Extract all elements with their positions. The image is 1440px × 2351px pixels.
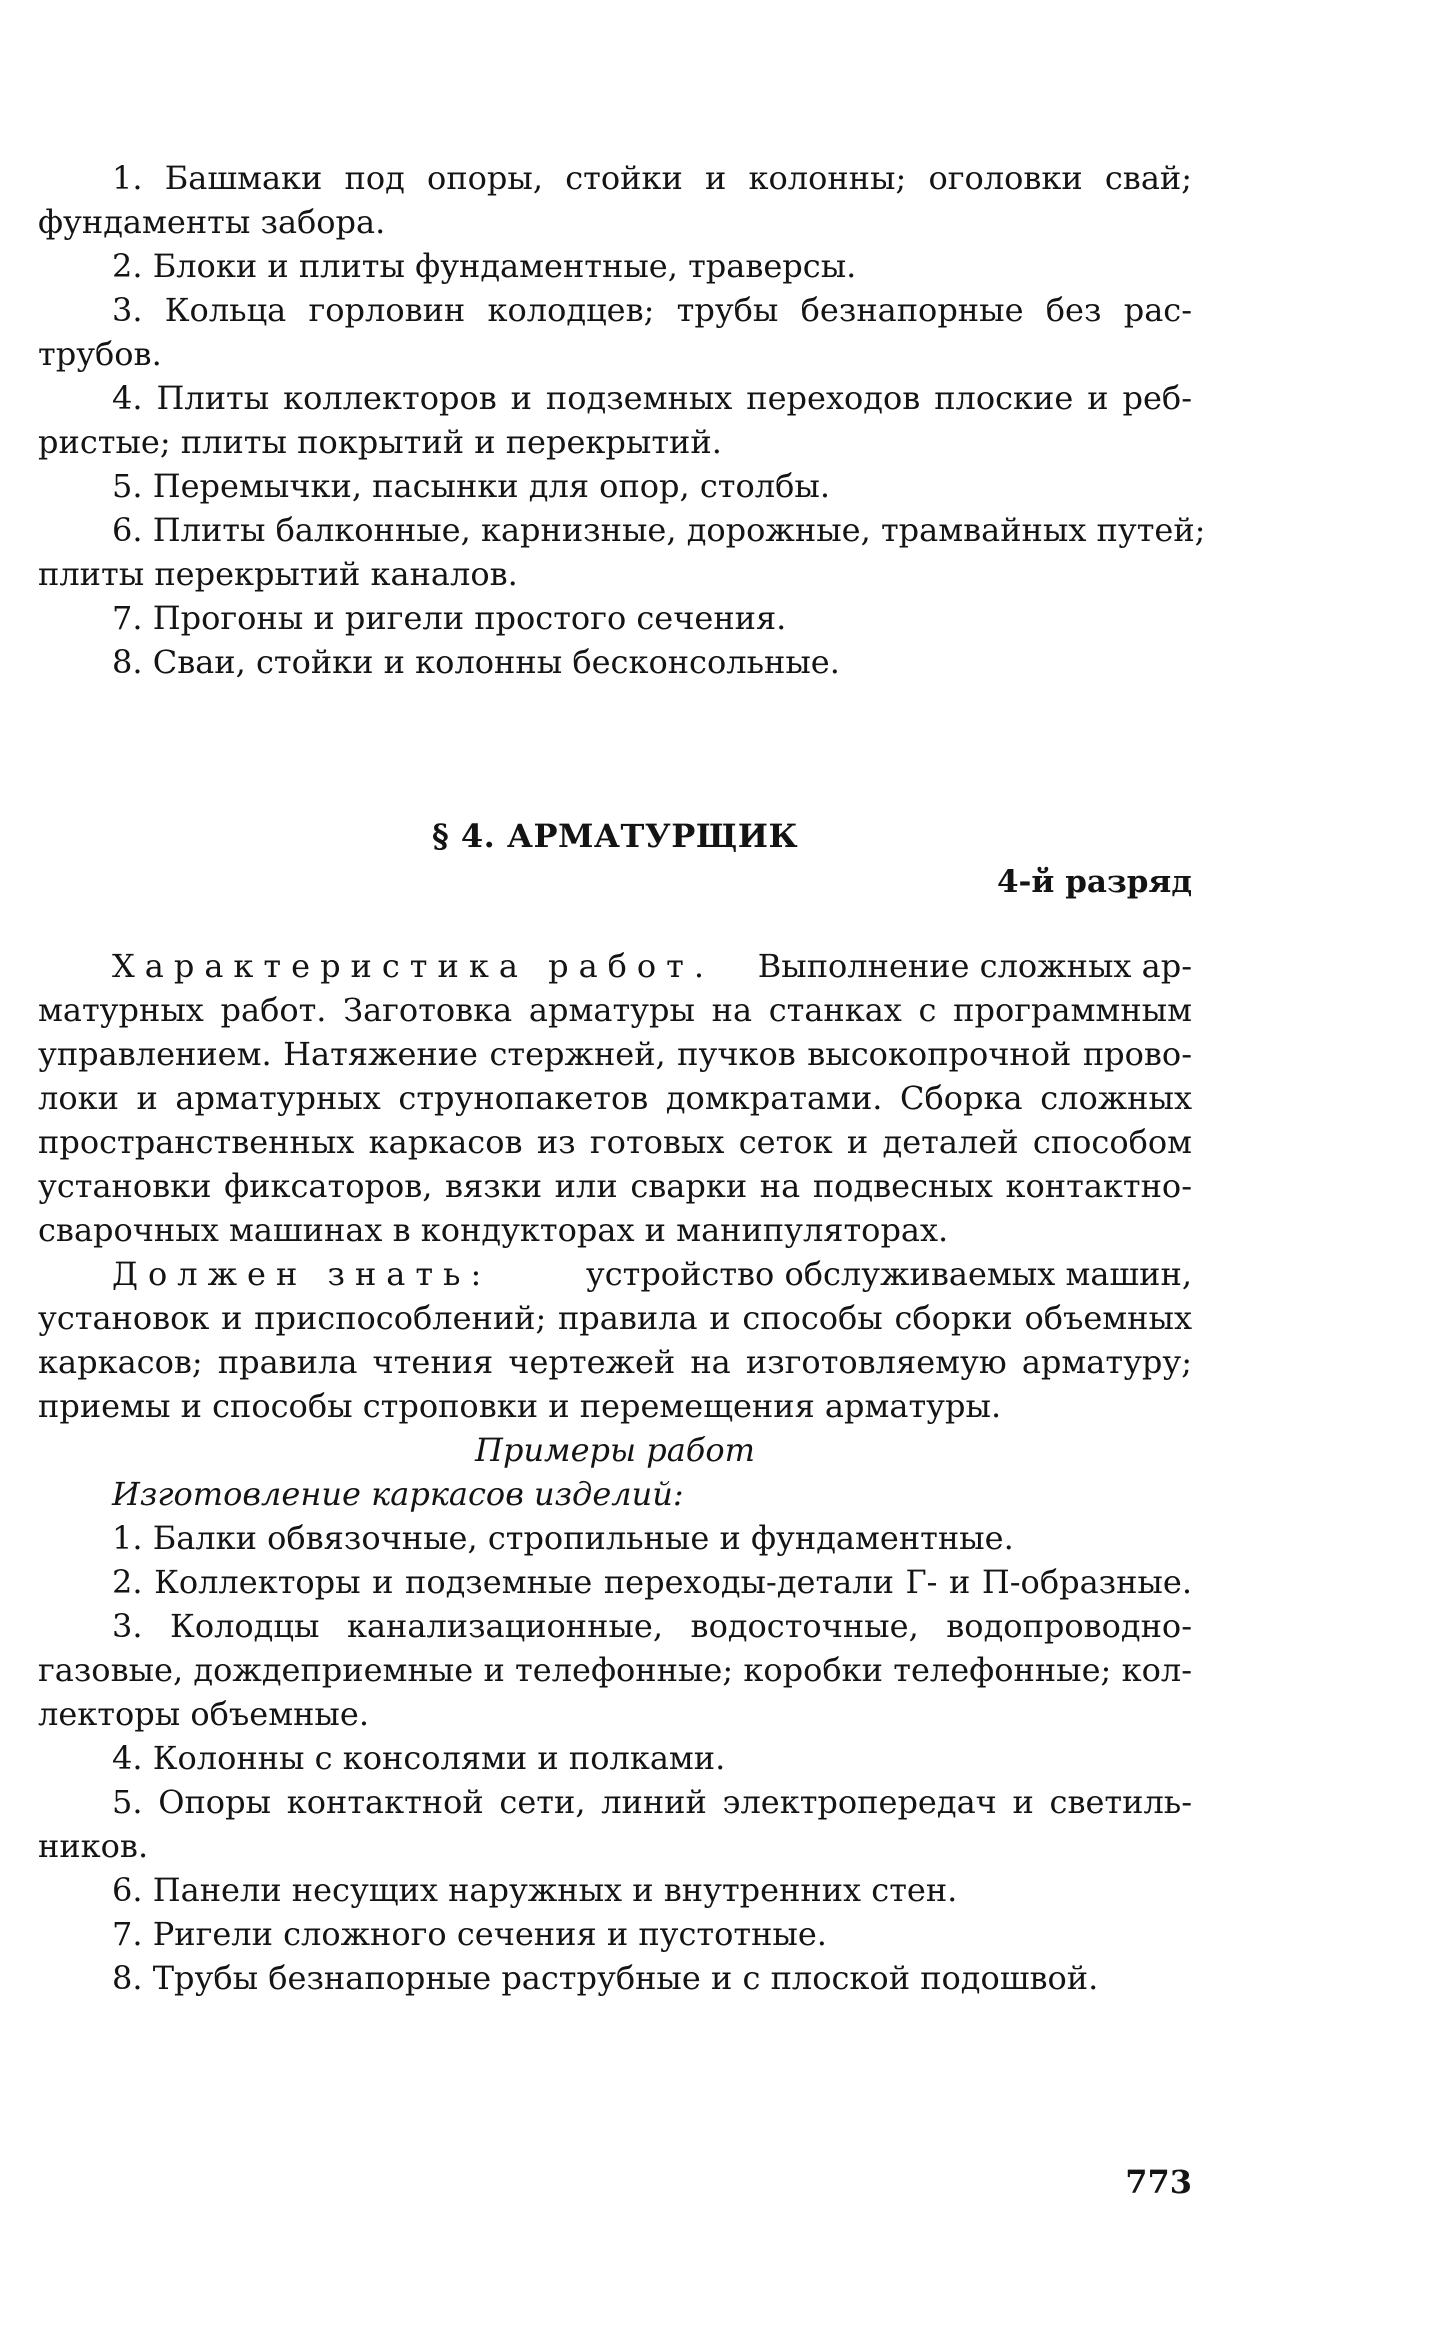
paragraph-line: установок и приспособлений; правила и способы сборки объемных	[38, 1299, 1192, 1337]
list-item-continuation: газовые, дождеприемные и телефонные; коробки телефонные; кол-	[38, 1651, 1192, 1689]
list-item: 6. Плиты балконные, карнизные, дорожные, трамвайных путей;	[112, 511, 1206, 549]
examples-intro: Изготовление каркасов изделий:	[112, 1475, 684, 1513]
list-item: 7. Прогоны и ригели простого сечения.	[112, 599, 787, 637]
list-item: 3. Колодцы канализационные, водосточные, водопроводно-	[112, 1607, 1192, 1645]
list-item: 3. Кольца горловин колодцев; трубы безнапорные без рас-	[112, 291, 1192, 329]
must-know-label: Должен знать:	[112, 1255, 492, 1293]
list-item-continuation: фундаменты забора.	[38, 203, 386, 241]
page-number: 773	[1125, 2163, 1192, 2201]
must-know-text: устройство обслуживаемых машин,	[585, 1255, 1192, 1293]
paragraph-line: локи и арматурных струнопакетов домкратами. Сборка сложных	[38, 1079, 1192, 1117]
list-item: 1. Башмаки под опоры, стойки и колонны; оголовки свай;	[112, 159, 1192, 197]
list-item-continuation: лекторы объемные.	[38, 1695, 369, 1733]
characteristics-text: Выполнение сложных ар-	[757, 947, 1192, 985]
characteristics-first-line	[112, 944, 1192, 988]
section-title: § 4. АРМАТУРЩИК	[431, 817, 799, 855]
must-know-first-line	[112, 1252, 1192, 1296]
list-item-continuation: трубов.	[38, 335, 162, 373]
list-item: 4. Плиты коллекторов и подземных переходов плоские и реб-	[112, 379, 1192, 417]
list-item-continuation: плиты перекрытий каналов.	[38, 555, 518, 593]
list-item: 7. Ригели сложного сечения и пустотные.	[112, 1915, 827, 1953]
characteristics-label: Характеристика работ.	[112, 947, 715, 985]
grade-label: 4-й разряд	[996, 864, 1192, 900]
list-item: 6. Панели несущих наружных и внутренних стен.	[112, 1871, 958, 1909]
list-item: 8. Сваи, стойки и колонны бесконсольные.	[112, 643, 840, 681]
list-item: 5. Перемычки, пасынки для опор, столбы.	[112, 467, 830, 505]
examples-title: Примеры работ	[475, 1431, 755, 1469]
list-item-continuation: ников.	[38, 1827, 149, 1865]
list-item-continuation: ристые; плиты покрытий и перекрытий.	[38, 423, 722, 461]
list-item: 2. Коллекторы и подземные переходы-детали Г- и П-образные.	[112, 1563, 1192, 1601]
list-item: 2. Блоки и плиты фундаментные, траверсы.	[112, 247, 857, 285]
paragraph-line: установки фиксаторов, вязки или сварки на подвесных контактно-	[38, 1167, 1192, 1205]
list-item: 1. Балки обвязочные, стропильные и фундаментные.	[112, 1519, 1014, 1557]
paragraph-line: сварочных машинах в кондукторах и манипуляторах.	[38, 1211, 949, 1249]
list-item: 5. Опоры контактной сети, линий электропередач и светиль-	[112, 1783, 1192, 1821]
paragraph-line: матурных работ. Заготовка арматуры на станках с программным	[38, 991, 1192, 1029]
list-item: 4. Колонны с консолями и полками.	[112, 1739, 726, 1777]
list-item: 8. Трубы безнапорные раструбные и с плоской подошвой.	[112, 1959, 1099, 1997]
paragraph-line: управлением. Натяжение стержней, пучков высокопрочной прово-	[38, 1035, 1192, 1073]
paragraph-line: каркасов; правила чтения чертежей на изготовляемую арматуру;	[38, 1343, 1192, 1381]
paragraph-line: приемы и способы строповки и перемещения арматуры.	[38, 1387, 1002, 1425]
paragraph-line: пространственных каркасов из готовых сеток и деталей способом	[38, 1123, 1192, 1161]
